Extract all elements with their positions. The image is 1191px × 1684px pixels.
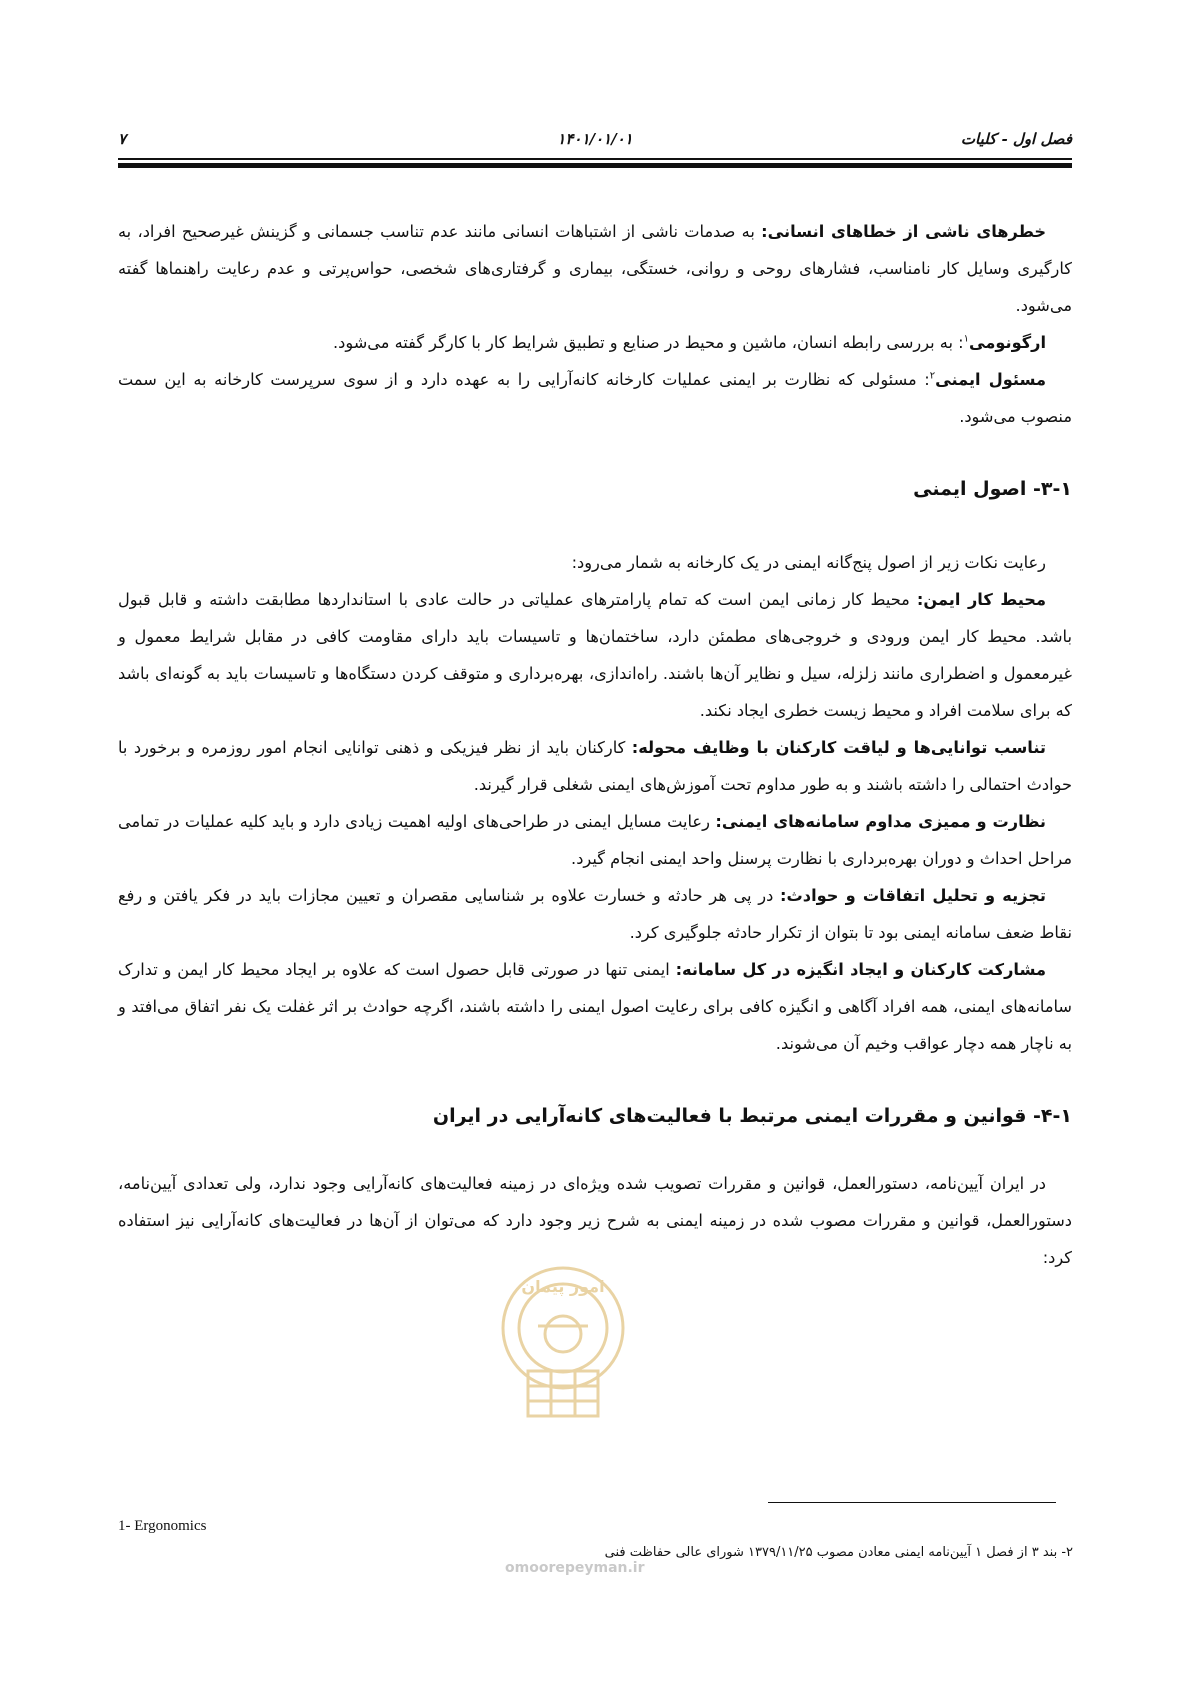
principle-text: محیط کار زمانی ایمن است که تمام پارامترهای عملیاتی در حالت عادی با استانداردها مطابقت داشته و قابل قبول باشد. محیط کار ایمن ورودی و خروجی‌های مطمئن دارد، ساختمان‌ها و تاسیسات باید دارای مقاومت کافی در مقابل شرایط معمول و غیرمعمول و اضطراری مانند زلزله، سیل و نظایر آن‌ها باشند. راه‌اندازی، بهره‌برداری و متوقف کردن دستگاه‌ها و تاسیسات باید به گونه‌ای باشد که برای سلامت افراد و محیط زیست خطری ایجاد نکند. [118, 590, 1072, 720]
page-header [118, 128, 1072, 152]
principle-term: تجزیه و تحلیل اتفاقات و حوادث: [780, 886, 1046, 905]
principle-text: رعایت مسایل ایمنی در طراحی‌های اولیه اهمیت زیادی دارد و باید کلیه عملیات در تمامی مراحل احداث و دوران بهره‌برداری با نظارت پرسنل واحد ایمنی انجام گیرد. [118, 812, 1072, 868]
principle-item [118, 877, 1072, 951]
watermark-logo-text: امور پیمان [521, 1277, 605, 1296]
principle-term: مشارکت کارکنان و ایجاد انگیزه در کل سامانه: [675, 960, 1046, 979]
chapter-title: فصل اول - کلیات [960, 130, 1072, 148]
section1-intro: رعایت نکات زیر از اصول پنج‌گانه ایمنی در یک کارخانه به شمار می‌رود: [571, 553, 1046, 572]
principle-term: محیط کار ایمن: [916, 590, 1046, 609]
header-rule-thin [118, 158, 1072, 160]
text-safety-officer: : مسئولی که نظارت بر ایمنی عملیات کارخانه کانه‌آرایی را به عهده دارد و از سوی سرپرست کارخانه به این سمت منصوب می‌شود. [118, 370, 1072, 426]
watermark-logo [488, 1256, 638, 1426]
header-rule-thick [118, 163, 1072, 168]
footnote-ref-2: ۲ [929, 370, 936, 382]
principle-item [118, 951, 1072, 1062]
footnote-ref-1: ۱ [963, 333, 969, 345]
term-safety-officer: مسئول ایمنی [935, 370, 1046, 389]
paragraph-safety-officer [118, 361, 1072, 435]
section2-text: در ایران آیین‌نامه، دستورالعمل، قوانین و مقررات تصویب شده ویژه‌ای در زمینه فعالیت‌های کانه‌آرایی وجود ندارد، ولی تعدادی آیین‌نامه، دستورالعمل، قوانین و مقررات مصوب شده در زمینه ایمنی به شرح زیر وجود دارد که می‌توان از آن‌ها در فعالیت‌های کانه‌آرایی نیز استفاده کرد: [118, 1174, 1072, 1267]
principle-item [118, 581, 1072, 729]
principle-term: نظارت و ممیزی مداوم سامانه‌های ایمنی: [715, 812, 1046, 831]
section-heading-regulations: ۴-۱- قوانین و مقررات ایمنی مرتبط با فعالیت‌های کانه‌آرایی در ایران [432, 1105, 1072, 1127]
principle-text: کارکنان باید از نظر فیزیکی و ذهنی توانایی انجام امور روزمره و برخورد با حوادث احتمالی را داشته باشند و به طور مداوم تحت آموزش‌های ایمنی شغلی قرار گیرند. [118, 738, 1072, 794]
principle-item [118, 803, 1072, 877]
header-date: ۱۴۰۱/۰۱/۰۱ [557, 130, 633, 148]
footnote-rule [768, 1502, 1056, 1503]
footnote-2: ۲- بند ۳ از فصل ۱ آیین‌نامه ایمنی معادن مصوب ۱۳۷۹/۱۱/۲۵ شورای عالی حفاظت فنی [604, 1545, 1073, 1560]
paragraph-ergonomics [118, 324, 1072, 361]
paragraph-human-error [118, 213, 1072, 324]
text-ergonomics: : به بررسی رابطه انسان، ماشین و محیط در صنایع و تطبیق شرایط کار با کارگر گفته می‌شود. [332, 333, 964, 352]
page-number: ۷ [118, 130, 127, 148]
page-body [118, 213, 1072, 1276]
principle-term: تناسب توانایی‌ها و لیاقت کارکنان با وظایف محوله: [631, 738, 1047, 757]
section-heading-safety-principles: ۳-۱- اصول ایمنی [913, 478, 1072, 500]
principle-text: در پی هر حادثه و خسارت علاوه بر شناسایی مقصران و تعیین مجازات باید در فکر یافتن و رفع نقاط ضعف سامانه ایمنی بود تا بتوان از تکرار حادثه جلوگیری کرد. [118, 886, 1072, 942]
principle-item [118, 729, 1072, 803]
term-human-error: خطرهای ناشی از خطاهای انسانی: [761, 222, 1047, 241]
footnote-1: 1- Ergonomics [118, 1518, 207, 1534]
term-ergonomics: ارگونومی [968, 333, 1046, 352]
watermark-url: omoorepeyman.ir [505, 1560, 645, 1576]
principle-text: ایمنی تنها در صورتی قابل حصول است که علاوه بر ایجاد محیط کار ایمن و تدارک سامانه‌های ایمنی، همه افراد آگاهی و انگیزه کافی برای رعایت اصول ایمنی را داشته باشند، اگرچه حوادث بر اثر غفلت یک نفر اتفاق می‌افتد و به ناچار همه دچار عواقب وخیم آن می‌شوند. [118, 960, 1072, 1053]
text-human-error: به صدمات ناشی از اشتباهات انسانی مانند عدم تناسب جسمانی و گزینش غیرصحیح افراد، به کارگیری وسایل کار نامناسب، فشارهای روحی و روانی، خستگی، بیماری و گرفتاری‌های شخصی، حواس‌پرتی و عدم رعایت راهنماها گفته می‌شود. [118, 222, 1072, 315]
